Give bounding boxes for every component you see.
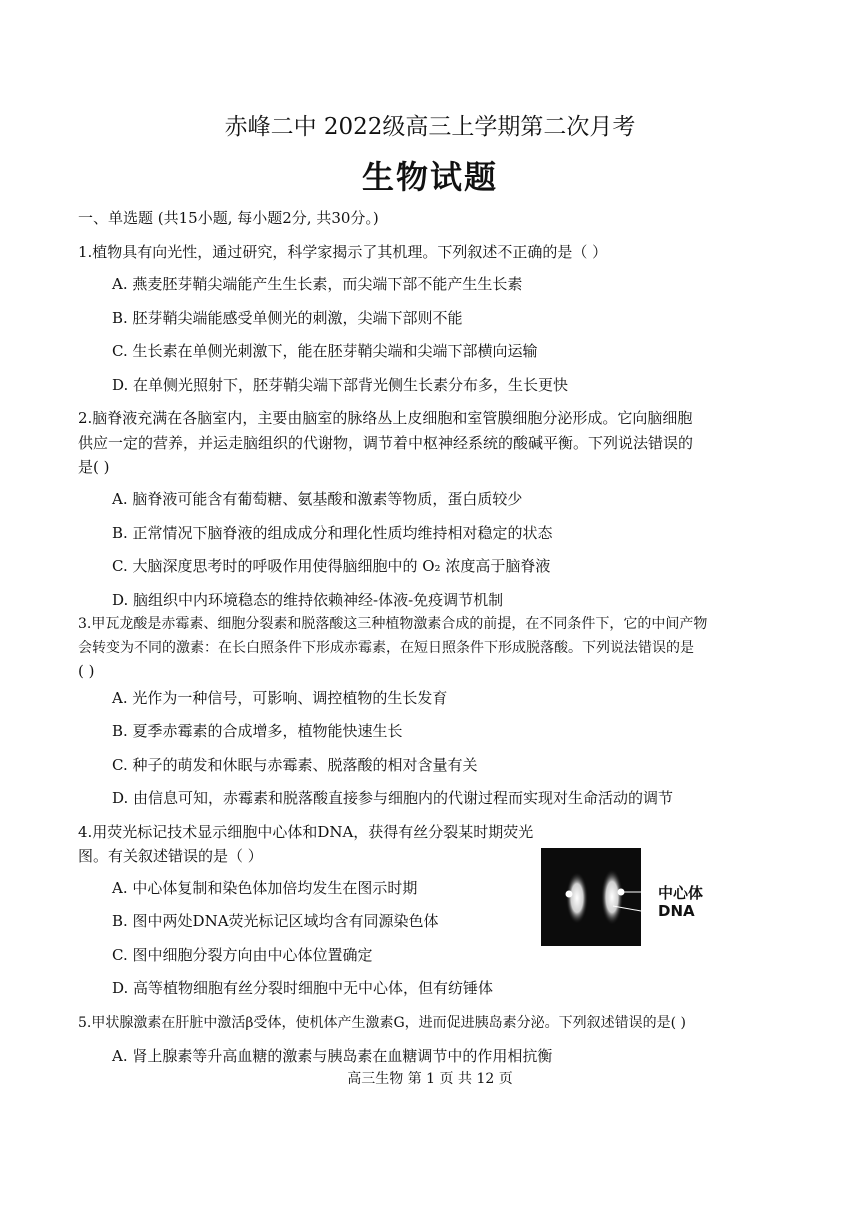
question-1-option-b: B. 胚芽鞘尖端能感受单侧光的刺激，尖端下部则不能 <box>112 309 463 327</box>
question-2-option-d: D. 脑组织中内环境稳态的维持依赖神经-体液-免疫调节机制 <box>112 591 504 609</box>
question-3-stem-line: 会转变为不同的激素：在长白照条件下形成赤霉素，在短日照条件下形成脱落酸。下列说法错误的是 <box>78 640 694 656</box>
question-4-option-c: C. 图中细胞分裂方向由中心体位置确定 <box>112 946 373 964</box>
question-3-option-a: A. 光作为一种信号，可影响、调控植物的生长发育 <box>112 689 448 707</box>
question-3-option-d: D. 由信息可知，赤霉素和脱落酸直接参与细胞内的代谢过程而实现对生命活动的调节 <box>112 789 674 807</box>
exam-title: 赤峰二中 2022级高三上学期第二次月考 <box>224 114 636 140</box>
question-3-stem-line: ( ) <box>78 662 95 680</box>
question-2-option-b: B. 正常情况下脑脊液的组成成分和理化性质均维持相对稳定的状态 <box>112 524 553 542</box>
question-4-stem-line: 4.用荧光标记技术显示细胞中心体和DNA，获得有丝分裂某时期荧光 <box>78 823 534 841</box>
question-2-stem-line: 2.脑脊液充满在各脑室内，主要由脑室的脉络丛上皮细胞和室管膜细胞分泌形成。它向脑细胞 <box>78 409 693 427</box>
question-3-stem-line: 3.甲瓦龙酸是赤霉素、细胞分裂素和脱落酸这三种植物激素合成的前提，在不同条件下，它的中间产物 <box>78 616 708 632</box>
question-3-option-c: C. 种子的萌发和休眠与赤霉素、脱落酸的相对含量有关 <box>112 756 478 774</box>
question-1-stem: 1.植物具有向光性，通过研究，科学家揭示了其机理。下列叙述不正确的是（ ） <box>78 243 608 261</box>
question-4-stem-line: 图。有关叙述错误的是（ ） <box>78 847 263 865</box>
fluorescence-micrograph <box>541 848 641 946</box>
question-5-stem: 5.甲状腺激素在肝脏中激活β受体，使机体产生激素G，进而促进胰岛素分泌。下列叙述错误的是( ) <box>78 1015 687 1031</box>
question-4-option-b: B. 图中两处DNA荧光标记区域均含有同源染色体 <box>112 912 439 930</box>
question-2-option-a: A. 脑脊液可能含有葡萄糖、氨基酸和激素等物质，蛋白质较少 <box>112 490 523 508</box>
figure-label-dna: DNA <box>658 902 695 920</box>
figure-label-centrosome: 中心体 <box>658 884 704 902</box>
question-4-option-a: A. 中心体复制和染色体加倍均发生在图示时期 <box>112 879 418 897</box>
section-heading: 一、单选题 (共15小题, 每小题2分, 共30分。) <box>78 209 379 227</box>
question-5-option-a: A. 肾上腺素等升高血糖的激素与胰岛素在血糖调节中的作用相抗衡 <box>112 1047 553 1065</box>
question-1-option-a: A. 燕麦胚芽鞘尖端能产生生长素，而尖端下部不能产生生长素 <box>112 275 523 293</box>
dna-region-right <box>601 869 623 925</box>
question-4-option-d: D. 高等植物细胞有丝分裂时细胞中无中心体，但有纺锤体 <box>112 979 494 997</box>
question-1-option-c: C. 生长素在单侧光刺激下，能在胚芽鞘尖端和尖端下部横向运输 <box>112 342 538 360</box>
question-3-option-b: B. 夏季赤霉素的合成增多，植物能快速生长 <box>112 722 403 740</box>
exam-subject: 生物试题 <box>361 158 498 196</box>
question-2-stem-line: 供应一定的营养，并运走脑组织的代谢物，调节着中枢神经系统的酸碱平衡。下列说法错误的 <box>78 434 694 452</box>
dna-region-left <box>566 872 588 924</box>
question-1-option-d: D. 在单侧光照射下，胚芽鞘尖端下部背光侧生长素分布多，生长更快 <box>112 376 569 394</box>
centrosome-left <box>566 891 573 898</box>
question-2-option-c: C. 大脑深度思考时的呼吸作用使得脑细胞中的 O₂ 浓度高于脑脊液 <box>112 557 551 575</box>
micrograph-image <box>541 848 641 946</box>
question-2-stem-line: 是( ) <box>78 458 110 476</box>
page-footer: 高三生物 第 1 页 共 12 页 <box>347 1071 513 1087</box>
